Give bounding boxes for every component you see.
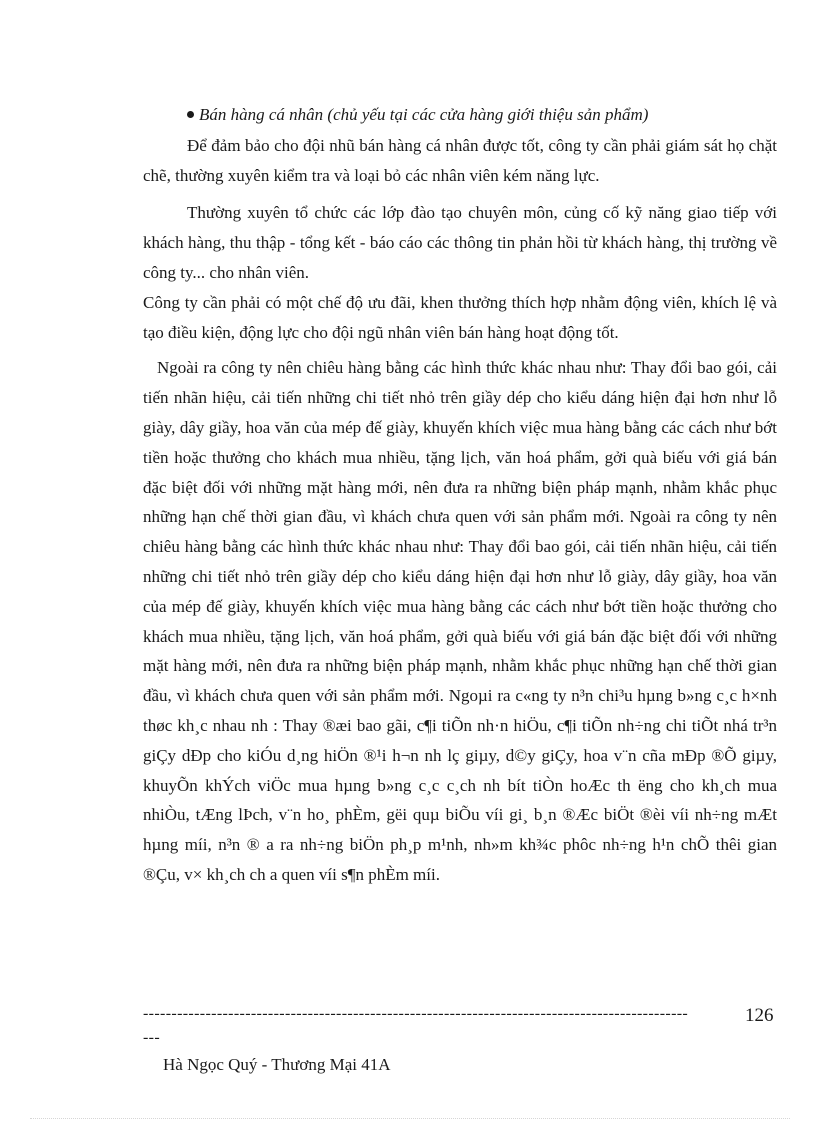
paragraph-supervision: Để đảm bảo cho đội nhũ bán hàng cá nhân được tốt, công ty cần phải giám sát họ chặt chẽ, thường xuyên kiểm tra và loại bỏ các nhân viên kém năng lực. bbox=[143, 135, 777, 185]
paragraph-training: Thường xuyên tổ chức các lớp đào tạo chuyên môn, củng cố kỹ năng giao tiếp với khách hàng, thu thập - tổng kết - báo cáo các thông tin phản hồi từ khách hàng, thị trường về công ty... cho nhân viên. bbox=[143, 203, 777, 282]
page-number: 126 bbox=[745, 1005, 774, 1026]
bullet-heading-text: Bán hàng cá nhân (chủ yếu tại các cửa hàng giới thiệu sản phẩm) bbox=[199, 105, 649, 124]
paragraph-incentives: Công ty cần phải có một chế độ ưu đãi, khen thưởng thích hợp nhằm động viên, khích lệ và tạo điều kiện, động lực cho đội ngũ nhân viên bán hàng hoạt động tốt. bbox=[143, 292, 777, 342]
footer-separator: ------------------------------------------------------------------------------------------------ bbox=[143, 1005, 689, 1022]
footer-author: Hà Ngọc Quý - Thương Mại 41A bbox=[163, 1055, 391, 1074]
page-content bbox=[143, 100, 777, 890]
page-edge-divider bbox=[30, 1118, 790, 1119]
paragraph-promotion: Ngoài ra công ty nên chiêu hàng bằng các hình thức khác nhau như: Thay đổi bao gói, cải tiến nhãn hiệu, cải tiến những chi tiết nhỏ trên giầy dép cho kiểu dáng hiện đại hơn như lỗ giày, dây giầy, hoa văn của mép đế giày, khuyến khích việc mua hàng bằng các cách như bớt tiền hoặc thưởng cho khách mua nhiều, tặng lịch, văn hoá phẩm, gởi quà biếu với giá bán đặc biệt đối với những mặt hàng mới, nên đưa ra những biện pháp mạnh, nhằm khắc phục những hạn chế thời gian đầu, vì khách chưa quen với sản phẩm mới. Ngoài ra công ty nên chiêu hàng bằng các hình thức khác nhau như: Thay đổi bao gói, cải tiến nhãn hiệu, cải tiến những chi tiết nhỏ trên giầy dép cho kiểu dáng hiện đại hơn như lỗ giày, dây giầy, hoa văn của mép đế giày, khuyến khích việc mua hàng bằng các cách như bớt tiền hoặc thưởng cho khách mua nhiều, tặng lịch, văn hoá phẩm, gởi quà biếu với giá bán đặc biệt đối với những mặt hàng mới, nên đưa ra những biện pháp mạnh, nhằm khắc phục những hạn chế thời gian đầu, vì khách chưa quen với sản phẩm mới. Ngoµi ra c«ng ty n³n chi³u hµng b»ng c¸c h×nh thøc kh¸c nhau nh : Thay ®æi bao gãi, c¶i tiÕn nh·n hiÖu, c¶i tiÕn nh÷ng chi tiÕt nhá tr³n giÇy dÐp cho kiÓu d¸ng hiÖn ®¹i h¬n nh lç giµy, d©y giÇy, hoa v¨n cña mÐp ®Õ giµy, khuyÕn khÝch viÖc mua hµng b»ng c¸c c¸ch nh bít tiÒn hoÆc th ëng cho kh¸ch mua nhiÒu, tÆng lÞch, v¨n ho¸ phÈm, gëi quµ biÕu víi gi¸ b¸n ®Æc biÖt ®èi víi nh÷ng mÆt hµng míi, n³n ® a ra nh÷ng biÖn ph¸p m¹nh, nh»m kh¾c phôc nh÷ng h¹n chÕ thêi gian ®Çu, v× kh¸ch ch a quen víi s¶n phÈm míi. bbox=[143, 358, 777, 884]
bullet-dot-icon bbox=[187, 111, 194, 118]
footer-separator-tail: --- bbox=[143, 1029, 161, 1046]
bullet-heading bbox=[143, 100, 777, 130]
